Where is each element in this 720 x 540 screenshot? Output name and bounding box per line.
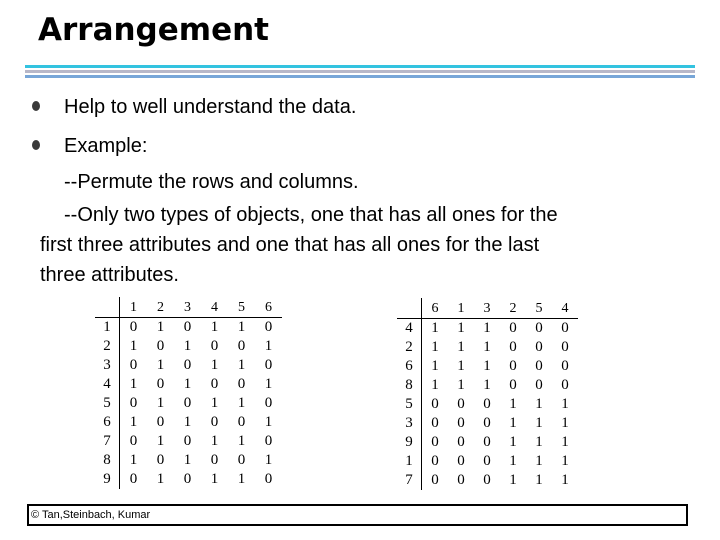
matrix-cell: 0 xyxy=(431,396,439,412)
column-header: 1 xyxy=(448,298,474,319)
table-row xyxy=(95,394,282,413)
matrix-cell: 1 xyxy=(129,376,138,392)
title-rule-bottom xyxy=(25,75,695,78)
matrix-cell: 0 xyxy=(129,471,138,487)
matrix-cell: 1 xyxy=(210,471,219,487)
column-header: 3 xyxy=(174,297,201,318)
matrix-cell: 0 xyxy=(457,434,465,450)
matrix-cell: 0 xyxy=(457,472,465,488)
matrix-cell: 0 xyxy=(183,395,192,411)
matrix-cell: 1 xyxy=(457,339,465,355)
matrix-cell: 1 xyxy=(483,377,491,393)
matrix-cell: 0 xyxy=(535,377,543,393)
row-label: 9 xyxy=(397,433,422,452)
matrix-cell: 0 xyxy=(210,452,219,468)
matrix-cell: 1 xyxy=(264,376,273,392)
matrix-cell: 1 xyxy=(156,395,165,411)
column-header: 4 xyxy=(201,297,228,318)
matrix-cell: 1 xyxy=(483,320,491,336)
matrix-cell: 1 xyxy=(535,415,543,431)
row-label: 2 xyxy=(95,337,120,356)
table-corner xyxy=(397,298,422,319)
bullet-text: Example: xyxy=(64,135,148,157)
matrix-cell: 1 xyxy=(264,414,273,430)
table-row xyxy=(95,356,282,375)
matrix-cell: 0 xyxy=(129,395,138,411)
row-label: 1 xyxy=(397,452,422,471)
matrix-cell: 1 xyxy=(535,453,543,469)
permuted-matrix-table xyxy=(397,298,578,490)
matrix-cell: 1 xyxy=(431,320,439,336)
matrix-cell: 1 xyxy=(183,414,192,430)
matrix-cell: 1 xyxy=(483,339,491,355)
matrix-cell: 0 xyxy=(210,414,219,430)
matrix-cell: 1 xyxy=(210,357,219,373)
table-row xyxy=(397,471,578,490)
table-row xyxy=(397,319,578,339)
table-row xyxy=(95,451,282,470)
table-row xyxy=(95,413,282,432)
slide-title: Arrangement xyxy=(38,12,269,48)
matrix-cell: 0 xyxy=(237,414,246,430)
matrix-cell: 1 xyxy=(457,377,465,393)
matrix-cell: 1 xyxy=(457,320,465,336)
row-label: 5 xyxy=(397,395,422,414)
matrix-cell: 0 xyxy=(129,319,138,335)
table-row xyxy=(95,318,282,338)
matrix-cell: 0 xyxy=(561,320,569,336)
matrix-cell: 0 xyxy=(509,377,517,393)
matrix-cell: 0 xyxy=(483,415,491,431)
matrix-cell: 1 xyxy=(535,472,543,488)
bullet-dot-icon xyxy=(32,140,40,150)
matrix-cell: 0 xyxy=(129,357,138,373)
footer-text: © Tan,Steinbach, Kumar xyxy=(31,509,151,521)
row-label: 3 xyxy=(397,414,422,433)
matrix-cell: 1 xyxy=(561,415,569,431)
matrix-cell: 0 xyxy=(457,415,465,431)
original-matrix-table xyxy=(95,297,282,489)
matrix-cell: 1 xyxy=(237,357,246,373)
row-label: 7 xyxy=(397,471,422,490)
matrix-cell: 0 xyxy=(237,376,246,392)
matrix-cell: 1 xyxy=(431,358,439,374)
matrix-cell: 1 xyxy=(237,471,246,487)
matrix-cell: 0 xyxy=(535,320,543,336)
matrix-cell: 1 xyxy=(264,338,273,354)
table-row xyxy=(95,375,282,394)
matrix-cell: 1 xyxy=(156,433,165,449)
matrix-cell: 0 xyxy=(535,358,543,374)
matrix-cell: 0 xyxy=(183,319,192,335)
matrix-cell: 1 xyxy=(264,452,273,468)
matrix-cell: 0 xyxy=(210,338,219,354)
row-label: 6 xyxy=(95,413,120,432)
matrix-cell: 1 xyxy=(156,357,165,373)
matrix-cell: 1 xyxy=(210,395,219,411)
column-header: 3 xyxy=(474,298,500,319)
matrix-cell: 1 xyxy=(431,339,439,355)
matrix-cell: 0 xyxy=(483,472,491,488)
matrix-cell: 0 xyxy=(264,433,273,449)
column-header: 4 xyxy=(552,298,578,319)
table-row xyxy=(397,452,578,471)
matrix-cell: 0 xyxy=(431,415,439,431)
matrix-cell: 1 xyxy=(183,452,192,468)
sub-line: three attributes. xyxy=(40,264,179,286)
column-header: 1 xyxy=(120,297,148,318)
matrix-cell: 1 xyxy=(129,414,138,430)
matrix-cell: 0 xyxy=(535,339,543,355)
matrix-cell: 1 xyxy=(129,452,138,468)
matrix-cell: 0 xyxy=(129,433,138,449)
matrix-cell: 1 xyxy=(156,319,165,335)
matrix-cell: 0 xyxy=(561,377,569,393)
matrix-cell: 0 xyxy=(431,434,439,450)
matrix-cell: 1 xyxy=(183,376,192,392)
column-header: 2 xyxy=(500,298,526,319)
matrix-cell: 0 xyxy=(431,472,439,488)
matrix-cell: 1 xyxy=(561,396,569,412)
table-row xyxy=(397,395,578,414)
column-header: 5 xyxy=(228,297,255,318)
matrix-cell: 1 xyxy=(535,396,543,412)
row-label: 8 xyxy=(397,376,422,395)
row-label: 9 xyxy=(95,470,120,489)
matrix-cell: 1 xyxy=(183,338,192,354)
matrix-cell: 0 xyxy=(183,433,192,449)
matrix-cell: 1 xyxy=(509,396,517,412)
matrix-cell: 1 xyxy=(210,433,219,449)
table-row xyxy=(397,414,578,433)
matrix-cell: 0 xyxy=(483,396,491,412)
matrix-cell: 0 xyxy=(483,434,491,450)
row-label: 5 xyxy=(95,394,120,413)
matrix-cell: 1 xyxy=(457,358,465,374)
matrix-cell: 0 xyxy=(457,396,465,412)
column-header: 6 xyxy=(422,298,449,319)
column-header: 6 xyxy=(255,297,282,318)
matrix-cell: 0 xyxy=(156,452,165,468)
matrix-cell: 0 xyxy=(156,338,165,354)
matrix-cell: 0 xyxy=(509,320,517,336)
matrix-cell: 0 xyxy=(264,357,273,373)
sub-line: --Only two types of objects, one that has all ones for the xyxy=(64,204,558,226)
row-label: 8 xyxy=(95,451,120,470)
table-row xyxy=(397,357,578,376)
matrix-cell: 1 xyxy=(237,433,246,449)
matrix-cell: 0 xyxy=(264,471,273,487)
row-label: 1 xyxy=(95,318,120,338)
matrix-cell: 1 xyxy=(237,395,246,411)
matrix-cell: 0 xyxy=(509,339,517,355)
matrix-cell: 0 xyxy=(509,358,517,374)
row-label: 4 xyxy=(397,319,422,339)
matrix-cell: 0 xyxy=(561,339,569,355)
table-row xyxy=(397,338,578,357)
matrix-cell: 1 xyxy=(509,472,517,488)
matrix-cell: 0 xyxy=(210,376,219,392)
matrix-cell: 1 xyxy=(156,471,165,487)
matrix-cell: 1 xyxy=(509,453,517,469)
matrix-cell: 1 xyxy=(237,319,246,335)
copyright-footer xyxy=(27,504,688,526)
table-row xyxy=(95,470,282,489)
column-header: 5 xyxy=(526,298,552,319)
matrix-cell: 1 xyxy=(561,453,569,469)
matrix-cell: 1 xyxy=(509,434,517,450)
matrix-cell: 1 xyxy=(509,415,517,431)
matrix-cell: 1 xyxy=(483,358,491,374)
matrix-cell: 0 xyxy=(483,453,491,469)
matrix-cell: 0 xyxy=(237,452,246,468)
matrix-cell: 0 xyxy=(156,376,165,392)
row-label: 2 xyxy=(397,338,422,357)
row-label: 6 xyxy=(397,357,422,376)
table-row xyxy=(95,432,282,451)
matrix-cell: 1 xyxy=(210,319,219,335)
row-label: 3 xyxy=(95,356,120,375)
matrix-cell: 0 xyxy=(264,395,273,411)
title-rule-top xyxy=(25,65,695,68)
matrix-cell: 0 xyxy=(183,471,192,487)
matrix-cell: 0 xyxy=(457,453,465,469)
table-row xyxy=(397,433,578,452)
table-corner xyxy=(95,297,120,318)
row-label: 4 xyxy=(95,375,120,394)
matrix-cell: 1 xyxy=(561,434,569,450)
matrix-cell: 1 xyxy=(431,377,439,393)
sub-line: first three attributes and one that has all ones for the last xyxy=(40,234,540,256)
matrix-cell: 1 xyxy=(561,472,569,488)
matrix-cell: 0 xyxy=(431,453,439,469)
title-rule-middle xyxy=(25,70,695,73)
matrix-cell: 0 xyxy=(237,338,246,354)
sub-line: --Permute the rows and columns. xyxy=(64,171,359,193)
bullet-text: Help to well understand the data. xyxy=(64,96,357,118)
table-row xyxy=(95,337,282,356)
column-header: 2 xyxy=(147,297,174,318)
table-row xyxy=(397,376,578,395)
matrix-cell: 0 xyxy=(561,358,569,374)
matrix-cell: 0 xyxy=(156,414,165,430)
matrix-cell: 1 xyxy=(129,338,138,354)
row-label: 7 xyxy=(95,432,120,451)
matrix-cell: 0 xyxy=(264,319,273,335)
bullet-dot-icon xyxy=(32,101,40,111)
matrix-cell: 1 xyxy=(535,434,543,450)
matrix-cell: 0 xyxy=(183,357,192,373)
